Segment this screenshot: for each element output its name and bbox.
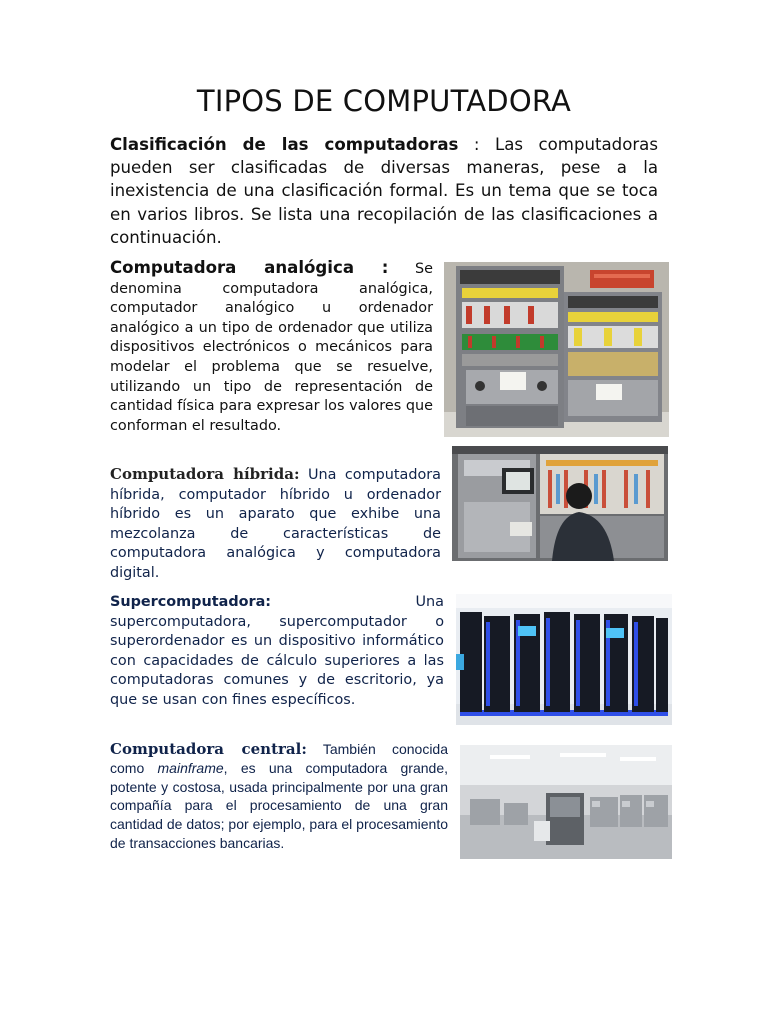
section-analog [110, 258, 433, 436]
section-supercomputer [110, 593, 444, 711]
section-mainframe-text-after: , es una computadora grande, potente y costosa, usada principalmente por una gran compañía para el procesamiento de una gran cantidad de datos; por ejemplo, para el procesamiento de transacciones bancarias. [110, 759, 448, 851]
intro-text: : Las computadoras pueden ser clasificadas de diversas maneras, pese a la inexistencia de una clasificación formal. Es un tema que se toca en varios libros. Se lista una recopilación de las clasificaciones a continuación. [110, 135, 658, 247]
analog-computer-photo [444, 262, 669, 437]
section-mainframe-heading: Computadora central: [110, 740, 307, 758]
intro-heading: Clasificación de las computadoras [110, 135, 459, 154]
supercomputer-photo [456, 594, 672, 725]
section-hybrid-text: Una computadora híbrida, computador híbrido u ordenador híbrido es un aparato que exhibe una mezcolanza de características de computadora analógica y computadora digital. [110, 467, 442, 581]
section-analog-heading: Computadora analógica : [110, 258, 389, 277]
section-analog-text: Se denomina computadora analógica, computador analógico u ordenador analógico a un tipo de ordenador que utiliza dispositivos electrónicos o mecánicos para modelar el problema que se resuelve, utilizando un tipo de representación de cantidad física para expresar los valores que conforman el resultado. [110, 261, 433, 434]
section-mainframe [110, 740, 448, 853]
section-supercomputer-text: Una supercomputadora, supercomputador o superordenador es un dispositivo informático con capacidades de cálculo superiores a las computadoras comunes y de escritorio, ya que se usan con fines específicos. [110, 594, 444, 708]
section-supercomputer-heading: Supercomputadora: [110, 594, 272, 610]
section-mainframe-italic: mainframe [157, 759, 224, 776]
mainframe-room-photo [460, 745, 672, 859]
intro-paragraph [110, 133, 658, 249]
page-title: TIPOS DE COMPUTADORA [196, 84, 572, 118]
section-hybrid-heading: Computadora híbrida: [110, 465, 300, 483]
hybrid-computer-photo [452, 446, 668, 561]
section-mainframe-text-before: También conocida como [110, 741, 448, 776]
section-hybrid [110, 465, 441, 584]
